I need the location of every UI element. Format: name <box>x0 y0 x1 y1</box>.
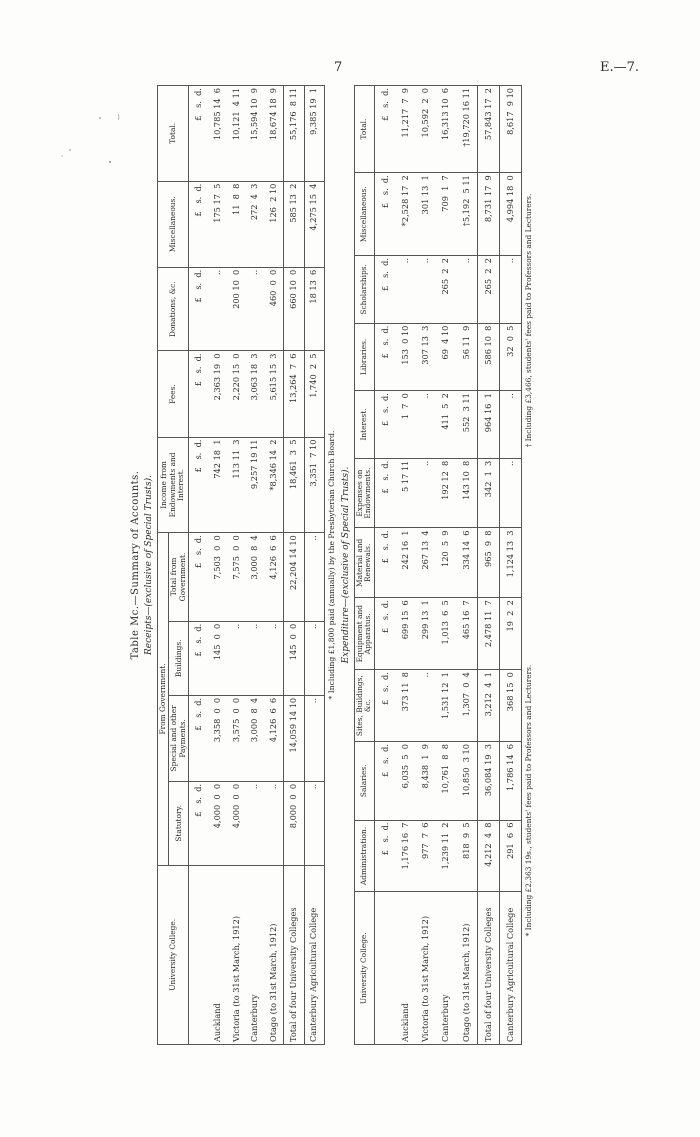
table-row: Canterbury .. 3,000 8 4 .. 3,000 8 4 9,257 19 11 3,063 18 3 .. 272 4 3 15,594 10 9 <box>246 86 265 1045</box>
header-total-gov: Total from Government. <box>169 533 189 621</box>
header-material: Material and Renewals. <box>354 528 374 598</box>
header-fees: Fees. <box>157 351 189 437</box>
header-donations: Donations, &c. <box>157 267 189 351</box>
header-sites: Sites, Buildings, &c. <box>354 670 374 742</box>
unit-cell: £ s. d. <box>189 351 208 437</box>
header-buildings: Buildings. <box>169 621 189 695</box>
header-from-government: From Government. <box>157 533 169 865</box>
table-row: Victoria (to 31st March, 1912) 4,000 0 0 3,575 0 0 .. 7,575 0 0 113 11 3 2,220 15 0 200 10 0 11 8 8 10,121 4 11 <box>227 86 246 1045</box>
units-row <box>374 86 395 1045</box>
unit-cell: £ s. d. <box>374 670 395 742</box>
table-row: Otago (to 31st March, 1912) 818 9 5 10,850 3 10 1,307 0 4 465 16 7 334 14 6 143 10 8 552 3 11 56 11 9 .. †5,192 5 11 †19,720 16 11 <box>456 86 477 1045</box>
unit-cell: £ s. d. <box>374 598 395 670</box>
header-interest: Interest. <box>354 391 374 459</box>
footnote-dagger: † Including £3,466, students' fees paid to Professors and Lecturers. <box>523 193 533 448</box>
expenditure-footnotes <box>525 85 534 1045</box>
receipts-subtitle: Receipts—(exclusive of Special Trusts). <box>143 475 154 655</box>
unit-cell: £ s. d. <box>189 181 208 267</box>
agricultural-row: Canterbury Agricultural College .. .. .. .. 3,351 7 10 1,740 2 5 18 13 6 4,275 15 4 9,385 19 1 <box>304 86 324 1045</box>
expenditure-subtitle: Expenditure—(exclusive of Special Trusts). <box>340 466 351 664</box>
receipts-table <box>157 85 325 1045</box>
unit-cell: £ s. d. <box>374 86 395 173</box>
footnote-star: * Including £2,363 19s., students' fees paid to Professors and Lecturers. <box>523 664 533 937</box>
header-college: University College. <box>354 892 374 1045</box>
unit-cell: £ s. d. <box>189 695 208 781</box>
receipts-footnote: * Including £1,800 paid (annually) by the Presbyterian Church Board. <box>326 430 336 700</box>
document-reference: E.—7. <box>600 60 640 75</box>
header-expenses: Expenses on Endowments. <box>354 458 374 528</box>
table-title: Table Mc.—Summary of Accounts. <box>130 470 141 660</box>
header-total: Total. <box>157 86 189 182</box>
unit-cell: £ s. d. <box>189 437 208 533</box>
unit-cell: £ s. d. <box>189 533 208 621</box>
header-salaries: Salaries. <box>354 742 374 820</box>
header-total: Total. <box>354 86 374 173</box>
header-income: Income from Endowments and Interest. <box>157 437 189 533</box>
header-admin: Administration. <box>354 820 374 892</box>
unit-cell: £ s. d. <box>189 267 208 351</box>
paper-specks <box>40 110 130 170</box>
unit-cell: £ s. d. <box>189 621 208 695</box>
header-special: Special and other Payments. <box>169 695 189 781</box>
header-statutory: Statutory. <box>169 781 189 865</box>
header-libraries: Libraries. <box>354 323 374 391</box>
total-row: Total of four University Colleges 8,000 0 0 14,059 14 10 145 0 0 22,204 14 10 18,461 3 5 13,264 7 6 660 10 0 585 13 2 55,176 8 11 <box>284 86 304 1045</box>
unit-cell: £ s. d. <box>374 528 395 598</box>
header-misc: Miscellaneous. <box>354 173 374 256</box>
unit-cell: £ s. d. <box>374 173 395 256</box>
header-scholarships: Scholarships. <box>354 256 374 324</box>
unit-cell: £ s. d. <box>374 820 395 892</box>
unit-cell: £ s. d. <box>189 86 208 182</box>
header-equipment: Equipment and Apparatus. <box>354 598 374 670</box>
table-row: Auckland 1,176 16 7 6,035 5 0 373 11 8 699 15 6 242 16 1 5 17 11 1 7 0 153 0 10 .. *2,528 17 2 11,217 7 9 <box>396 86 416 1045</box>
table-row: Canterbury 1,239 11 2 10,761 8 8 1,531 12 1 1,013 6 5 120 5 9 192 12 8 411 5 2 69 4 10 265 2 2 709 1 7 16,313 10 6 <box>436 86 456 1045</box>
expenditure-table <box>354 85 522 1045</box>
unit-cell: £ s. d. <box>374 391 395 459</box>
header-misc: Miscellaneous. <box>157 181 189 267</box>
unit-cell: £ s. d. <box>189 781 208 865</box>
unit-cell: £ s. d. <box>374 323 395 391</box>
page-number: 7 <box>334 60 343 75</box>
agricultural-row: Canterbury Agricultural College 291 6 6 1,786 14 6 368 15 0 19 2 2 1,124 13 3 .. .. 32 0 5 .. 4,994 18 0 8,617 9 10 <box>499 86 521 1045</box>
rotated-table-block <box>130 85 550 1045</box>
header-college: University College. <box>157 865 189 1044</box>
unit-cell: £ s. d. <box>374 256 395 324</box>
unit-cell: £ s. d. <box>374 458 395 528</box>
table-row: Otago (to 31st March, 1912) .. 4,126 6 6 .. 4,126 6 6 *8,346 14 2 5,615 15 3 460 0 0 126 2 10 18,674 18 9 <box>264 86 283 1045</box>
table-row: Victoria (to 31st March, 1912) 977 7 6 8,438 1 9 .. 299 13 1 267 13 4 .. .. 307 13 3 .. 301 13 1 10,592 2 0 <box>416 86 436 1045</box>
table-row: Auckland 4,000 0 0 3,358 0 0 145 0 0 7,503 0 0 742 18 1 2,363 19 0 .. 175 17 5 10,785 14 6 <box>208 86 227 1045</box>
units-row <box>189 86 208 1045</box>
total-row: Total of four University Colleges 4,212 4 8 36,084 19 3 3,212 4 1 2,478 11 7 965 9 8 342 1 3 964 16 1 586 10 8 265 2 2 8,731 17 9 57,843 17 2 <box>477 86 499 1045</box>
unit-cell: £ s. d. <box>374 742 395 820</box>
